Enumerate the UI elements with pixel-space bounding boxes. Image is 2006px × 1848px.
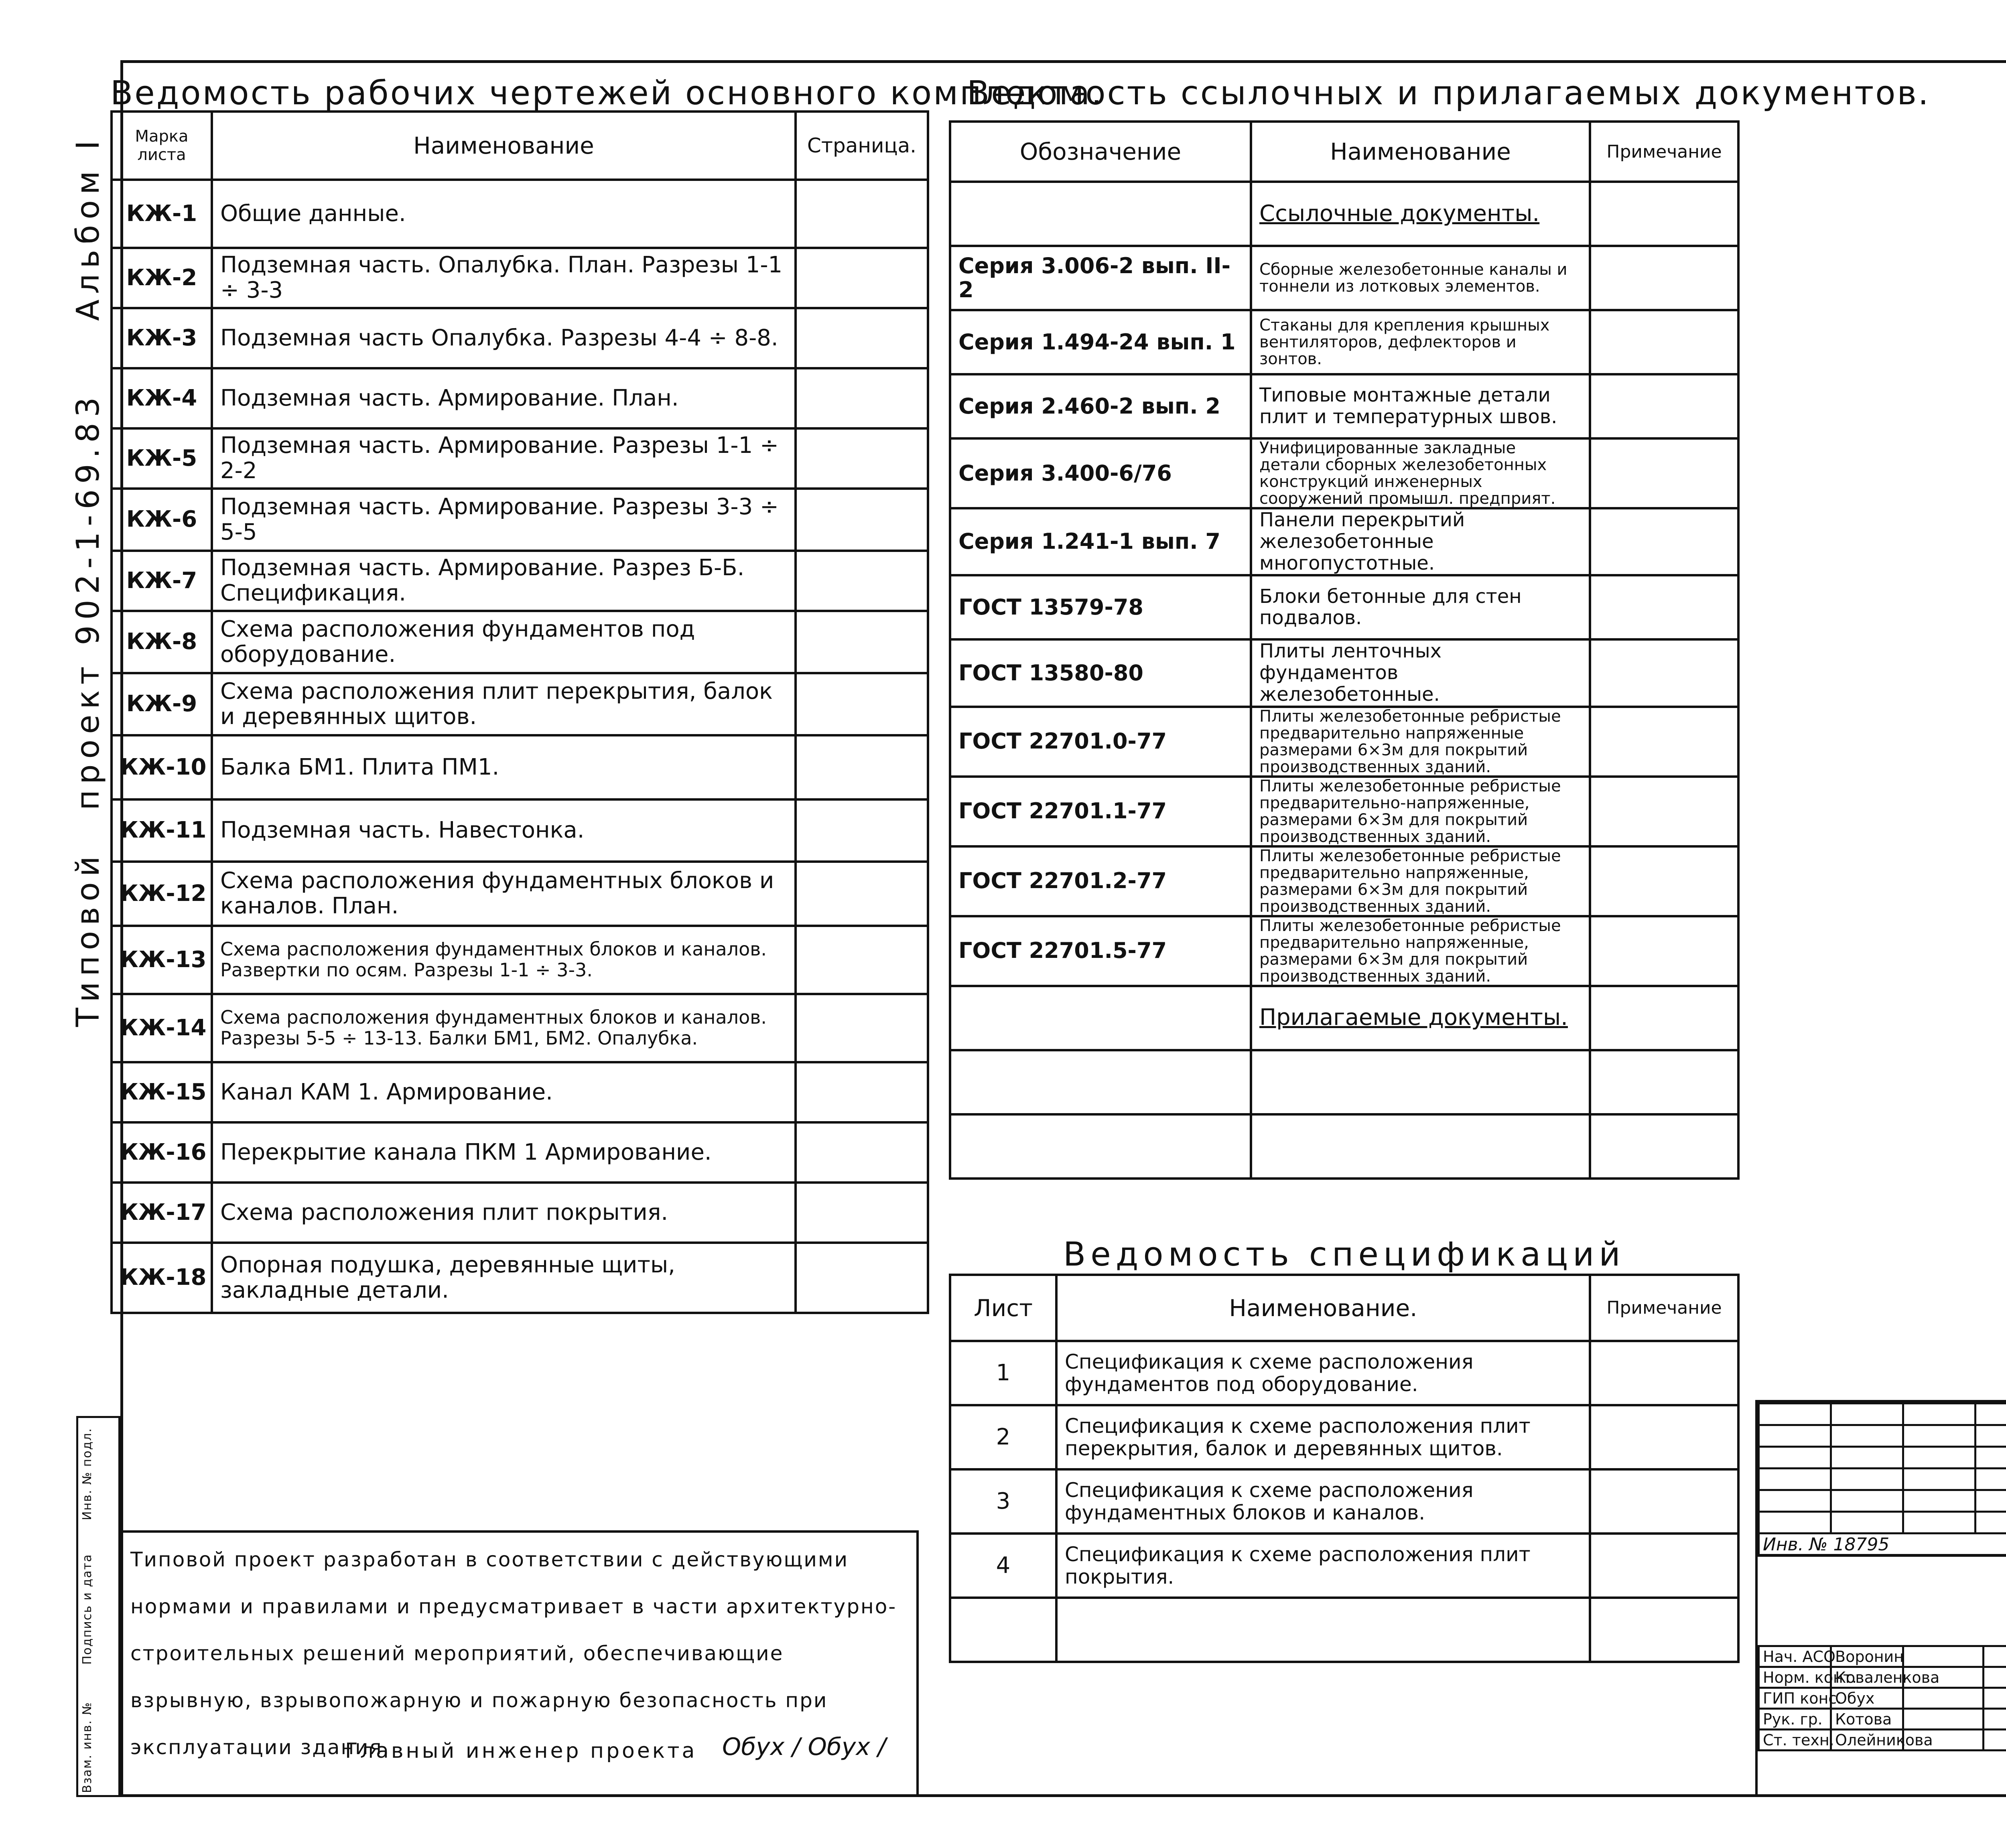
reference-code: ГОСТ 22701.0-77 — [950, 707, 1251, 777]
drawing-page — [796, 489, 928, 551]
reference-row — [950, 1050, 1738, 1114]
reference-note — [1590, 182, 1738, 246]
drawing-row — [112, 673, 928, 735]
drawing-name: Подземная часть. Армирование. План. — [212, 368, 796, 428]
drawing-mark: КЖ-14 — [112, 994, 212, 1062]
signature-mark — [1903, 1688, 1984, 1709]
spec-note — [1590, 1598, 1738, 1662]
reference-note — [1590, 575, 1738, 639]
spec-sheet: 4 — [950, 1534, 1056, 1598]
title-block — [1755, 1400, 2006, 1797]
drawing-row — [112, 180, 928, 248]
drawing-row — [112, 926, 928, 994]
col-sheet: Лист — [950, 1275, 1056, 1341]
signature-date — [1984, 1730, 2006, 1751]
drawing-mark: КЖ-3 — [112, 308, 212, 368]
signature-mark — [1903, 1709, 1984, 1730]
spec-name: Спецификация к схеме расположения фундаментов под оборудование. — [1056, 1341, 1590, 1405]
chief-engineer-label: Главный инженер проекта — [345, 1739, 697, 1763]
reference-row — [950, 707, 1738, 777]
drawing-name: Схема расположения плит покрытия. — [212, 1183, 796, 1243]
reference-name: Плиты железобетонные ребристые предварительно напряженные размерами 6×3м для покрытий производственных зданий. — [1251, 707, 1590, 777]
reference-code — [950, 986, 1251, 1050]
references-title: Ведомость ссылочных и прилагаемых документов. — [967, 74, 1930, 112]
drawing-row — [112, 735, 928, 799]
side-album: Альбом I — [70, 135, 106, 321]
spec-sheet: 2 — [950, 1405, 1056, 1469]
signature-mark — [1903, 1646, 1984, 1667]
drawing-name: Перекрытие канала ПКМ 1 Армирование. — [212, 1122, 796, 1183]
spec-name: Спецификация к схеме расположения плит перекрытия, балок и деревянных щитов. — [1056, 1405, 1590, 1469]
drawing-row — [112, 994, 928, 1062]
drawing-name: Схема расположения фундаментов под оборудование. — [212, 611, 796, 673]
reference-note — [1590, 639, 1738, 706]
spec-note — [1590, 1469, 1738, 1534]
people-grid — [1758, 1645, 2006, 1751]
reference-code: Серия 1.241-1 вып. 7 — [950, 508, 1251, 575]
left-stamp-label-2: Взам. инв. № — [80, 1702, 94, 1793]
signature-role: Ст. техн. — [1759, 1730, 1831, 1751]
col-name: Наименование — [212, 112, 796, 180]
reference-row — [950, 310, 1738, 374]
drawing-mark: КЖ-7 — [112, 551, 212, 611]
drawing-page — [796, 180, 928, 248]
drawing-page — [796, 1122, 928, 1183]
drawing-page — [796, 1183, 928, 1243]
drawing-page — [796, 862, 928, 926]
reference-name: Ссылочные документы. — [1251, 182, 1590, 246]
reference-code: ГОСТ 13580-80 — [950, 639, 1251, 706]
reference-code: ГОСТ 22701.5-77 — [950, 916, 1251, 986]
signature-date — [1984, 1688, 2006, 1709]
spec-name — [1056, 1598, 1590, 1662]
drawing-mark: КЖ-2 — [112, 248, 212, 308]
side-project: проект 902-1-69.83 — [70, 392, 106, 810]
drawing-name: Схема расположения фундаментных блоков и каналов. План. — [212, 862, 796, 926]
signature-row — [1759, 1730, 2006, 1751]
reference-note — [1590, 374, 1738, 438]
drawing-mark: КЖ-17 — [112, 1183, 212, 1243]
spec-sheet — [950, 1598, 1056, 1662]
reference-row — [950, 846, 1738, 916]
drawing-page — [796, 799, 928, 862]
drawing-name: Опорная подушка, деревянные щиты, закладные детали. — [212, 1243, 796, 1313]
drawing-row — [112, 308, 928, 368]
drawing-page — [796, 428, 928, 489]
spec-row — [950, 1598, 1738, 1662]
drawing-name: Схема расположения плит перекрытия, балок и деревянных щитов. — [212, 673, 796, 735]
reference-note — [1590, 246, 1738, 310]
drawing-name: Схема расположения фундаментных блоков и каналов. Развертки по осям. Разрезы 1-1 ÷ 3-3. — [212, 926, 796, 994]
signature-name: Коваленкова — [1831, 1667, 1903, 1688]
drawing-page — [796, 735, 928, 799]
reference-name: Унифицированные закладные детали сборных железобетонных конструкций инженерных сооружений промышл. предприят. — [1251, 438, 1590, 508]
drawing-row — [112, 799, 928, 862]
col-spec-note: Примечание — [1590, 1275, 1738, 1341]
drawing-name: Подземная часть. Армирование. Разрез Б-Б. Спецификация. — [212, 551, 796, 611]
reference-row — [950, 438, 1738, 508]
reference-name: Плиты железобетонные ребристые предварительно-напряженные, размерами 6×3м для покрытий производственных зданий. — [1251, 777, 1590, 846]
reference-row — [950, 639, 1738, 706]
spec-note — [1590, 1534, 1738, 1598]
reference-row — [950, 246, 1738, 310]
signature-row — [1759, 1646, 2006, 1667]
drawing-row — [112, 862, 928, 926]
spec-name: Спецификация к схеме расположения фундаментных блоков и каналов. — [1056, 1469, 1590, 1534]
drawing-name: Подземная часть. Опалубка. План. Разрезы 1-1 ÷ 3-3 — [212, 248, 796, 308]
chief-engineer-signature: Обух / Обух / — [722, 1733, 886, 1761]
reference-name: Панели перекрытий железобетонные многопустотные. — [1251, 508, 1590, 575]
col-code: Обозначение — [950, 122, 1251, 182]
signature-row — [1759, 1667, 2006, 1688]
drawing-page — [796, 368, 928, 428]
reference-note — [1590, 1050, 1738, 1114]
reference-name: Прилагаемые документы. — [1251, 986, 1590, 1050]
drawing-mark: КЖ-15 — [112, 1062, 212, 1122]
signature-date — [1984, 1709, 2006, 1730]
drawing-row — [112, 1183, 928, 1243]
specs-title: Ведомость спецификаций — [1063, 1235, 1625, 1274]
signature-name: Обух — [1831, 1688, 1903, 1709]
reference-note — [1590, 846, 1738, 916]
reference-row — [950, 374, 1738, 438]
signature-name: Олейникова — [1831, 1730, 1903, 1751]
drawing-mark: КЖ-13 — [112, 926, 212, 994]
reference-row — [950, 575, 1738, 639]
reference-code — [950, 182, 1251, 246]
col-mark: Марка листа — [112, 112, 212, 180]
reference-note — [1590, 438, 1738, 508]
signature-role: Нач. АСО — [1759, 1646, 1831, 1667]
reference-note — [1590, 508, 1738, 575]
reference-name: Стаканы для крепления крышных вентиляторов, дефлекторов и зонтов. — [1251, 310, 1590, 374]
drawings-table — [110, 110, 929, 1314]
drawing-name: Подземная часть. Армирование. Разрезы 1-1 ÷ 2-2 — [212, 428, 796, 489]
drawing-name: Подземная часть. Навестонка. — [212, 799, 796, 862]
left-stamp-label-0: Инв. № подл. — [80, 1428, 94, 1520]
reference-code: Серия 1.494-24 вып. 1 — [950, 310, 1251, 374]
reference-row — [950, 777, 1738, 846]
note-text: Типовой проект разработан в соответствии с действующими нормами и правилами и предусматривает в части архитектурно-строительных решений мероприятий, обеспечивающие взрывную, взрывопожарную и пожарную безопасность при эксплуатации здания. — [130, 1548, 897, 1759]
drawing-page — [796, 994, 928, 1062]
drawing-name: Общие данные. — [212, 180, 796, 248]
drawing-mark: КЖ-8 — [112, 611, 212, 673]
drawing-mark: КЖ-16 — [112, 1122, 212, 1183]
reference-name: Плиты железобетонные ребристые предварительно напряженные, размерами 6×3м для покрытий производственных зданий. — [1251, 916, 1590, 986]
drawing-row — [112, 551, 928, 611]
signature-date — [1984, 1667, 2006, 1688]
drawing-page — [796, 611, 928, 673]
spec-sheet: 3 — [950, 1469, 1056, 1534]
drawing-page — [796, 673, 928, 735]
reference-note — [1590, 1114, 1738, 1179]
signature-role: ГИП конс. — [1759, 1688, 1831, 1709]
reference-name: Сборные железобетонные каналы и тоннели из лотковых элементов. — [1251, 246, 1590, 310]
drawing-mark: КЖ-12 — [112, 862, 212, 926]
reference-name: Плиты ленточных фундаментов железобетонные. — [1251, 639, 1590, 706]
specs-table — [949, 1274, 1740, 1663]
col-page: Страница. — [796, 112, 928, 180]
reference-row — [950, 508, 1738, 575]
drawing-row — [112, 489, 928, 551]
drawing-mark: КЖ-1 — [112, 180, 212, 248]
reference-note — [1590, 916, 1738, 986]
reference-row — [950, 986, 1738, 1050]
drawing-name: Подземная часть. Армирование. Разрезы 3-3 ÷ 5-5 — [212, 489, 796, 551]
reference-code — [950, 1114, 1251, 1179]
reference-row — [950, 916, 1738, 986]
reference-note — [1590, 986, 1738, 1050]
drawing-mark: КЖ-11 — [112, 799, 212, 862]
drawing-mark: КЖ-18 — [112, 1243, 212, 1313]
reference-code: Серия 3.006-2 вып. II-2 — [950, 246, 1251, 310]
col-ref-note: Примечание — [1590, 122, 1738, 182]
spec-row — [950, 1341, 1738, 1405]
drawing-mark: КЖ-9 — [112, 673, 212, 735]
inv-no: Инв. № 18795 — [1759, 1534, 2006, 1556]
drawing-name: Канал КАМ 1. Армирование. — [212, 1062, 796, 1122]
drawing-name: Схема расположения фундаментных блоков и каналов. Разрезы 5-5 ÷ 13-13. Балки БМ1, БМ2. Опалубка. — [212, 994, 796, 1062]
reference-note — [1590, 777, 1738, 846]
reference-code: ГОСТ 13579-78 — [950, 575, 1251, 639]
drawing-page — [796, 308, 928, 368]
reference-code: Серия 3.400-6/76 — [950, 438, 1251, 508]
drawing-page — [796, 1062, 928, 1122]
reference-code: ГОСТ 22701.1-77 — [950, 777, 1251, 846]
drawing-row — [112, 1243, 928, 1313]
drawing-row — [112, 368, 928, 428]
reference-row — [950, 182, 1738, 246]
drawing-mark: КЖ-6 — [112, 489, 212, 551]
reference-name — [1251, 1050, 1590, 1114]
signature-role: Норм. конт. — [1759, 1667, 1831, 1688]
spec-note — [1590, 1341, 1738, 1405]
spec-name: Спецификация к схеме расположения плит покрытия. — [1056, 1534, 1590, 1598]
signature-name: Котова — [1831, 1709, 1903, 1730]
drawing-row — [112, 611, 928, 673]
reference-name — [1251, 1114, 1590, 1179]
reference-note — [1590, 310, 1738, 374]
drawing-mark: КЖ-5 — [112, 428, 212, 489]
left-stamp-label-1: Подпись и дата — [80, 1554, 94, 1665]
col-spec-name: Наименование. — [1056, 1275, 1590, 1341]
signature-name: Воронин — [1831, 1646, 1903, 1667]
reference-name: Плиты железобетонные ребристые предварительно напряженные, размерами 6×3м для покрытий производственных зданий. — [1251, 846, 1590, 916]
spec-row — [950, 1469, 1738, 1534]
signature-date — [1984, 1646, 2006, 1667]
reference-name: Типовые монтажные детали плит и температурных швов. — [1251, 374, 1590, 438]
reference-name: Блоки бетонные для стен подвалов. — [1251, 575, 1590, 639]
drawing-page — [796, 551, 928, 611]
signature-row — [1759, 1709, 2006, 1730]
revision-grid — [1758, 1402, 2006, 1557]
drawings-title: Ведомость рабочих чертежей основного комплекта. — [110, 74, 1104, 112]
drawing-row — [112, 248, 928, 308]
drawing-page — [796, 1243, 928, 1313]
reference-note — [1590, 707, 1738, 777]
drawing-page — [796, 248, 928, 308]
drawing-name: Подземная часть Опалубка. Разрезы 4-4 ÷ 8-8. — [212, 308, 796, 368]
drawing-row — [112, 1122, 928, 1183]
side-typical: Типовой — [70, 850, 106, 1027]
spec-sheet: 1 — [950, 1341, 1056, 1405]
signature-row — [1759, 1688, 2006, 1709]
drawing-name: Балка БМ1. Плита ПМ1. — [212, 735, 796, 799]
drawing-row — [112, 1062, 928, 1122]
reference-code — [950, 1050, 1251, 1114]
references-table — [949, 120, 1740, 1180]
signature-role: Рук. гр. — [1759, 1709, 1831, 1730]
drawing-mark: КЖ-10 — [112, 735, 212, 799]
drawing-page — [796, 926, 928, 994]
drawing-row — [112, 428, 928, 489]
col-ref-name: Наименование — [1251, 122, 1590, 182]
spec-note — [1590, 1405, 1738, 1469]
reference-row — [950, 1114, 1738, 1179]
spec-row — [950, 1405, 1738, 1469]
spec-row — [950, 1534, 1738, 1598]
reference-code: ГОСТ 22701.2-77 — [950, 846, 1251, 916]
reference-code: Серия 2.460-2 вып. 2 — [950, 374, 1251, 438]
drawing-mark: КЖ-4 — [112, 368, 212, 428]
